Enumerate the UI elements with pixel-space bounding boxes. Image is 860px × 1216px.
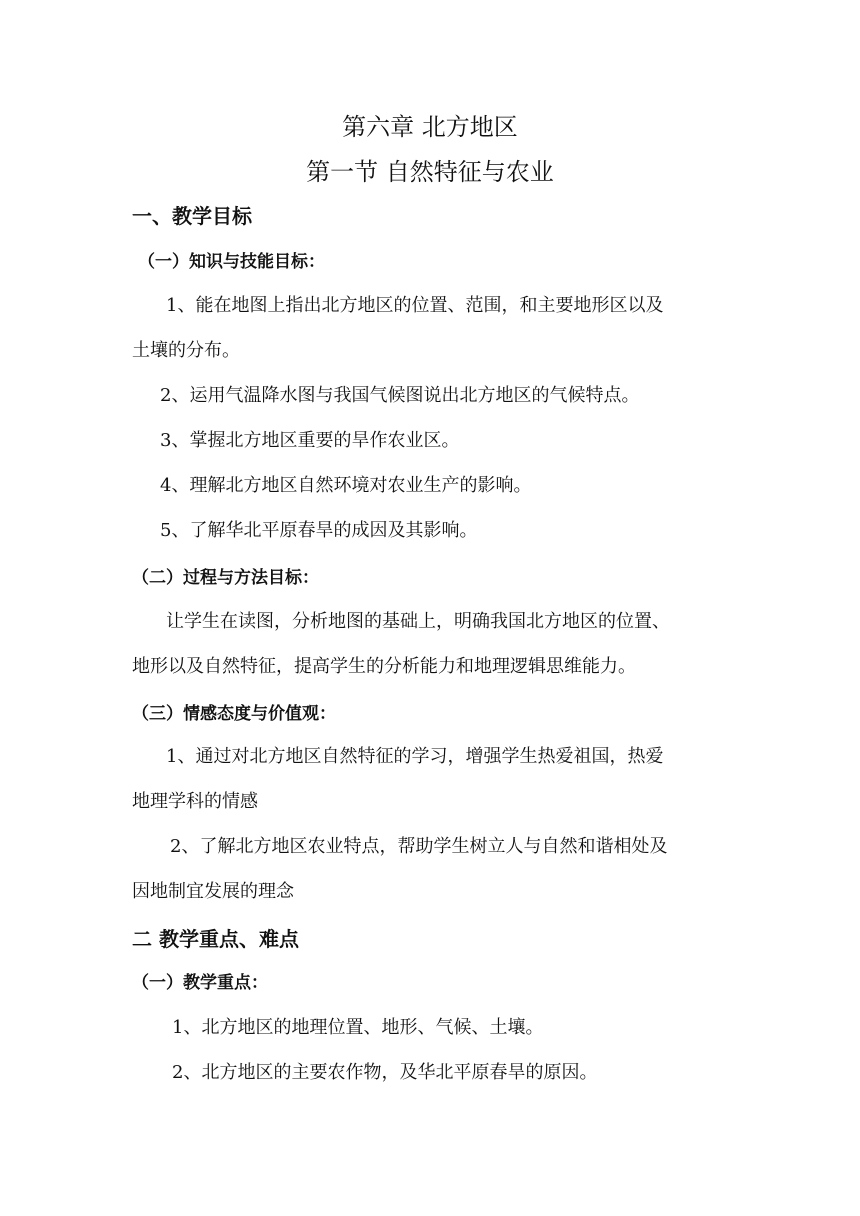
subheading-process-method: （二）过程与方法目标： xyxy=(132,568,319,588)
values-item-1-line-2: 地理学科的情感 xyxy=(132,791,258,812)
focus-item-2: 2、北方地区的主要农作物，及华北平原春旱的原因。 xyxy=(172,1062,598,1083)
heading-key-points: 二 教学重点、难点 xyxy=(132,927,299,951)
goal-item-3: 3、掌握北方地区重要的旱作农业区。 xyxy=(160,430,460,451)
values-item-2-line-1: 2、了解北方地区农业特点，帮助学生树立人与自然和谐相处及 xyxy=(170,836,668,857)
goal-item-5: 5、了解华北平原春旱的成因及其影响。 xyxy=(160,520,478,541)
heading-teaching-goals: 一、教学目标 xyxy=(132,204,252,228)
goal-item-2: 2、运用气温降水图与我国气候图说出北方地区的气候特点。 xyxy=(160,385,640,406)
process-paragraph-line-2: 地形以及自然特征，提高学生的分析能力和地理逻辑思维能力。 xyxy=(132,656,636,677)
chapter-title: 第六章 北方地区 xyxy=(342,113,518,141)
focus-item-1: 1、北方地区的地理位置、地形、气候、土壤。 xyxy=(172,1017,544,1038)
subheading-knowledge-skills: （一）知识与技能目标： xyxy=(138,252,325,272)
goal-item-1-line-2: 土壤的分布。 xyxy=(132,340,240,361)
process-paragraph-line-1: 让学生在读图，分析地图的基础上，明确我国北方地区的位置、 xyxy=(166,611,670,632)
values-item-2-line-2: 因地制宜发展的理念 xyxy=(132,881,294,902)
goal-item-4: 4、理解北方地区自然环境对农业生产的影响。 xyxy=(160,475,532,496)
section-title: 第一节 自然特征与农业 xyxy=(306,158,554,186)
subheading-teaching-focus: （一）教学重点： xyxy=(132,973,268,993)
subheading-emotion-values: （三）情感态度与价值观： xyxy=(132,704,336,724)
goal-item-1-line-1: 1、能在地图上指出北方地区的位置、范围，和主要地形区以及 xyxy=(166,295,664,316)
values-item-1-line-1: 1、通过对北方地区自然特征的学习，增强学生热爱祖国，热爱 xyxy=(166,746,664,767)
